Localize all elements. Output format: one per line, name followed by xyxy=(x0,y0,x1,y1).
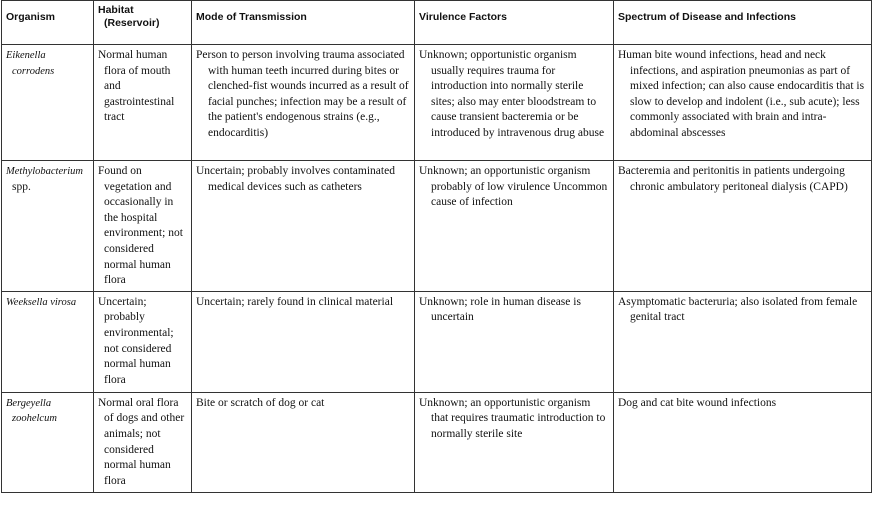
spectrum-cell: Asymptomatic bacteruria; also isolated from female genital tract xyxy=(614,291,872,392)
header-transmission: Mode of Transmission xyxy=(192,1,415,45)
habitat-cell: Normal human flora of mouth and gastrointestinal tract xyxy=(94,45,192,161)
header-organism: Organism xyxy=(2,1,94,45)
header-row xyxy=(2,1,872,45)
transmission-cell: Person to person involving trauma associated with human teeth incurred during bites or clenched-fist wounds incurred as a result of facial punches; infection may be a result of the patient's endogenous strains (e.g., endocarditis) xyxy=(192,45,415,161)
header-habitat xyxy=(94,1,192,45)
virulence-cell: Unknown; role in human disease is uncertain xyxy=(415,291,614,392)
organism-table xyxy=(1,0,872,493)
spectrum-cell: Dog and cat bite wound infections xyxy=(614,392,872,492)
organism-cell: Eikenella corrodens xyxy=(2,45,94,161)
transmission-cell: Uncertain; probably involves contaminated medical devices such as catheters xyxy=(192,161,415,292)
spectrum-cell: Bacteremia and peritonitis in patients undergoing chronic ambulatory peritoneal dialysis (CAPD) xyxy=(614,161,872,292)
table-row xyxy=(2,291,872,392)
virulence-cell: Unknown; an opportunistic organism probably of low virulence Uncommon cause of infection xyxy=(415,161,614,292)
spectrum-cell: Human bite wound infections, head and neck infections, and aspiration pneumonias as part of mixed infection; can also cause endocarditis that is slow to develop and indolent (i.e., sub acute); less commonly associated with brain and intra-abdominal abscesses xyxy=(614,45,872,161)
header-habitat-line2: (Reservoir) xyxy=(104,17,160,29)
organism-cell: Weeksella virosa xyxy=(2,291,94,392)
virulence-cell: Unknown; an opportunistic organism that requires traumatic introduction to normally sterile site xyxy=(415,392,614,492)
header-spectrum: Spectrum of Disease and Infections xyxy=(614,1,872,45)
habitat-cell: Found on vegetation and occasionally in the hospital environment; not considered normal human flora xyxy=(94,161,192,292)
habitat-cell: Normal oral flora of dogs and other animals; not considered normal human flora xyxy=(94,392,192,492)
organism-cell: Methylobacterium spp. xyxy=(2,161,94,292)
organism-cell: Bergeyella zoohelcum xyxy=(2,392,94,492)
virulence-cell: Unknown; opportunistic organism usually requires trauma for introduction into normally sterile sites; also may enter bloodstream to cause transient bacteremia or be introduced by intravenous drug abuse xyxy=(415,45,614,161)
table-row xyxy=(2,45,872,161)
habitat-cell: Uncertain; probably environmental; not considered normal human flora xyxy=(94,291,192,392)
header-habitat-line1: Habitat xyxy=(98,4,134,16)
table-row xyxy=(2,392,872,492)
transmission-cell: Bite or scratch of dog or cat xyxy=(192,392,415,492)
table-row xyxy=(2,161,872,292)
transmission-cell: Uncertain; rarely found in clinical material xyxy=(192,291,415,392)
header-virulence: Virulence Factors xyxy=(415,1,614,45)
